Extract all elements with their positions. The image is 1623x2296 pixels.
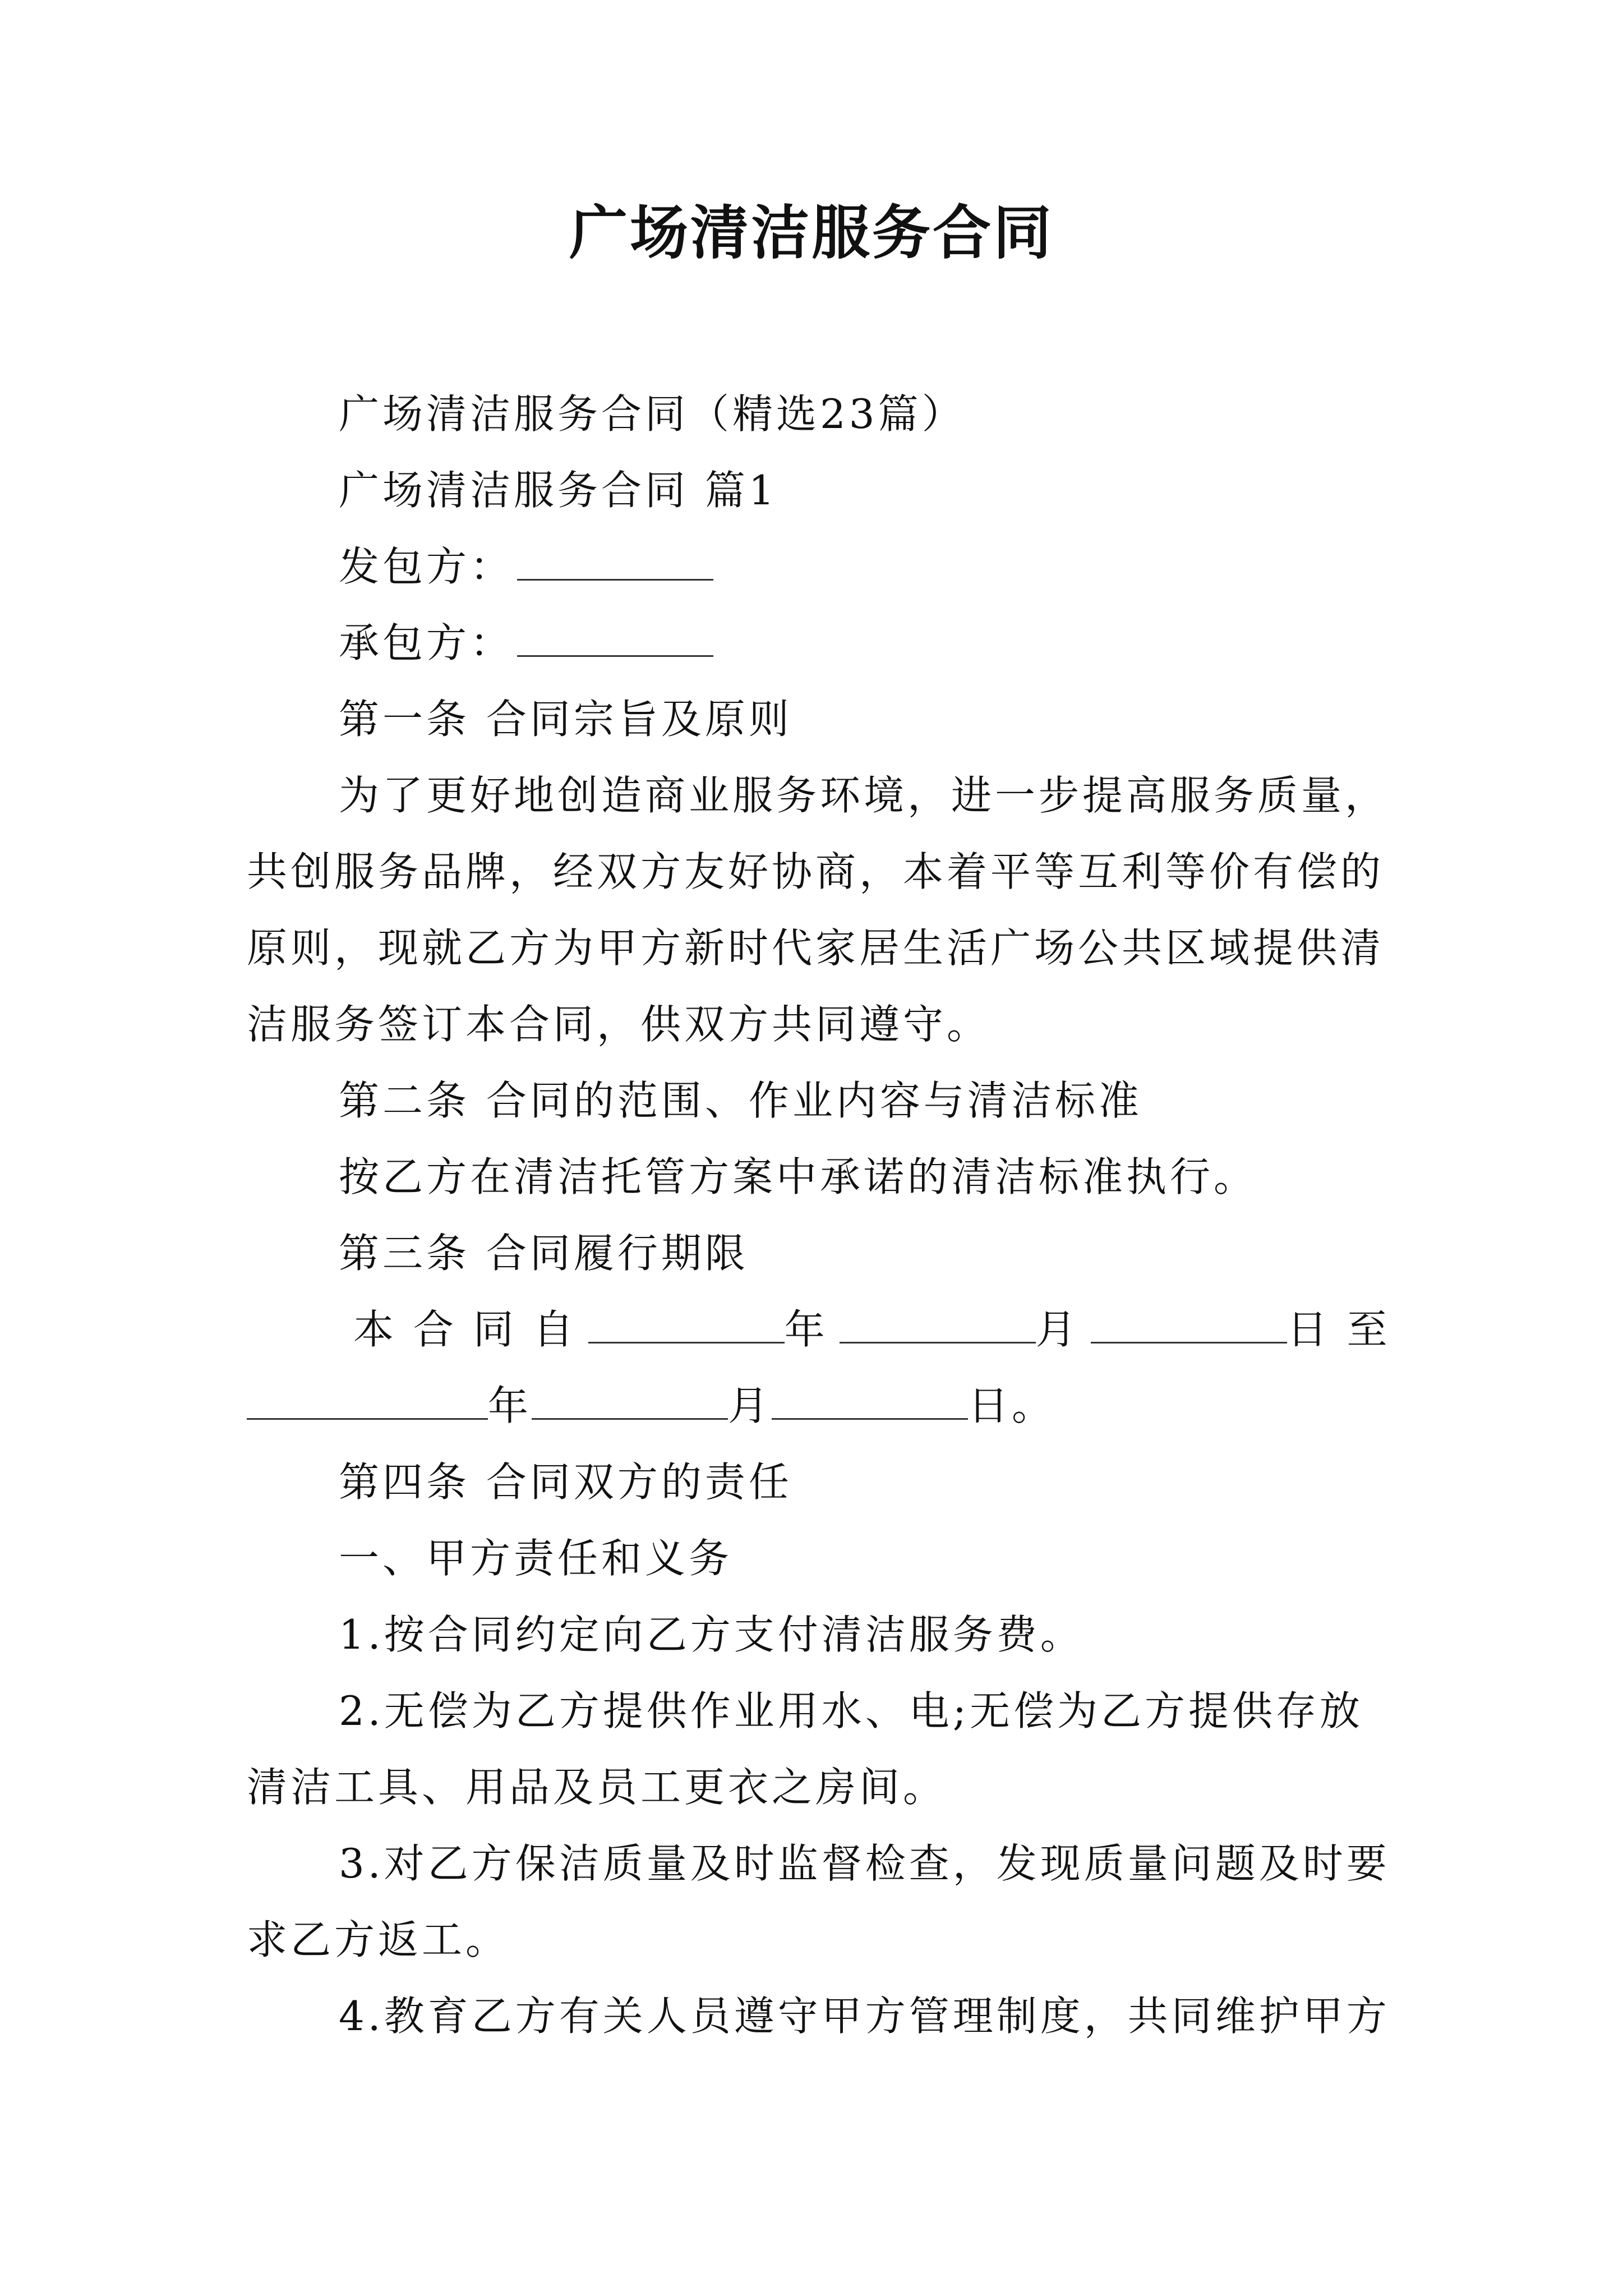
party-b-blank: [517, 623, 713, 657]
list-item-4-line-1: 4.教育乙方有关人员遵守甲方管理制度，共同维护甲方: [339, 1993, 1390, 2040]
document-body: [247, 376, 1391, 2054]
end-year-blank: [247, 1386, 488, 1420]
end-day-blank: [772, 1386, 968, 1420]
end-year-label: 年: [488, 1382, 532, 1429]
party-a-line: [247, 528, 1377, 605]
party-a-label: 发包方：: [339, 543, 514, 590]
list-item-3-line-1: 3.对乙方保洁质量及时监督检查，发现质量问题及时要: [339, 1840, 1390, 1887]
start-day-segment: [1036, 1291, 1287, 1368]
term-from-label: 本 合 同 自: [353, 1306, 577, 1353]
start-day-to-label: 日 至: [1287, 1306, 1391, 1353]
part-heading: 广场清洁服务合同 篇1: [339, 467, 778, 514]
article-1-line-1: 为了更好地创造商业服务环境，进一步提高服务质量，: [339, 772, 1389, 819]
term-date-line-1: [247, 1291, 1391, 1368]
article-1-heading: 第一条 合同宗旨及原则: [339, 696, 792, 743]
start-month-blank: [840, 1309, 1036, 1343]
party-a-blank: [517, 546, 713, 581]
end-month-blank: [532, 1386, 728, 1420]
document-title: 广场清洁服务合同: [569, 198, 1054, 267]
list-item-3-line-2: 求乙方返工。: [247, 1916, 510, 1963]
start-year-blank: [588, 1309, 785, 1343]
party-b-line: [247, 605, 1377, 681]
article-4-heading: 第四条 合同双方的责任: [339, 1458, 792, 1506]
list-item-2-line-1: 2.无偿为乙方提供作业用水、电;无偿为乙方提供存放: [339, 1687, 1363, 1734]
start-month-label: 月: [1035, 1306, 1080, 1353]
list-item-1: 1.按合同约定向乙方支付清洁服务费。: [339, 1611, 1084, 1658]
article-3-heading: 第三条 合同履行期限: [339, 1230, 749, 1277]
start-month-segment: [785, 1291, 1036, 1368]
article-2-heading: 第二条 合同的范围、作业内容与清洁标准: [339, 1077, 1142, 1124]
party-b-label: 承包方：: [339, 619, 514, 666]
section-party-a-heading: 一、甲方责任和义务: [339, 1535, 733, 1582]
end-month-label: 月: [728, 1382, 772, 1429]
list-item-2-line-2: 清洁工具、用品及员工更衣之房间。: [247, 1764, 947, 1811]
end-day-label: 日。: [968, 1382, 1056, 1429]
article-1-line-2: 共创服务品牌，经双方友好协商，本着平等互利等价有偿的: [247, 848, 1385, 895]
article-2-text: 按乙方在清洁托管方案中承诺的清洁标准执行。: [339, 1153, 1258, 1200]
article-1-line-3: 原则，现就乙方为甲方新时代家居生活广场公共区域提供清: [247, 924, 1385, 972]
term-from-segment: [353, 1291, 785, 1368]
article-1-line-4: 洁服务签订本合同，供双方共同遵守。: [247, 1001, 991, 1048]
contract-subtitle: 广场清洁服务合同（精选23篇）: [339, 390, 966, 438]
start-day-blank: [1091, 1309, 1287, 1343]
term-date-line-2: [247, 1368, 1377, 1444]
start-year-label: 年: [784, 1306, 828, 1353]
